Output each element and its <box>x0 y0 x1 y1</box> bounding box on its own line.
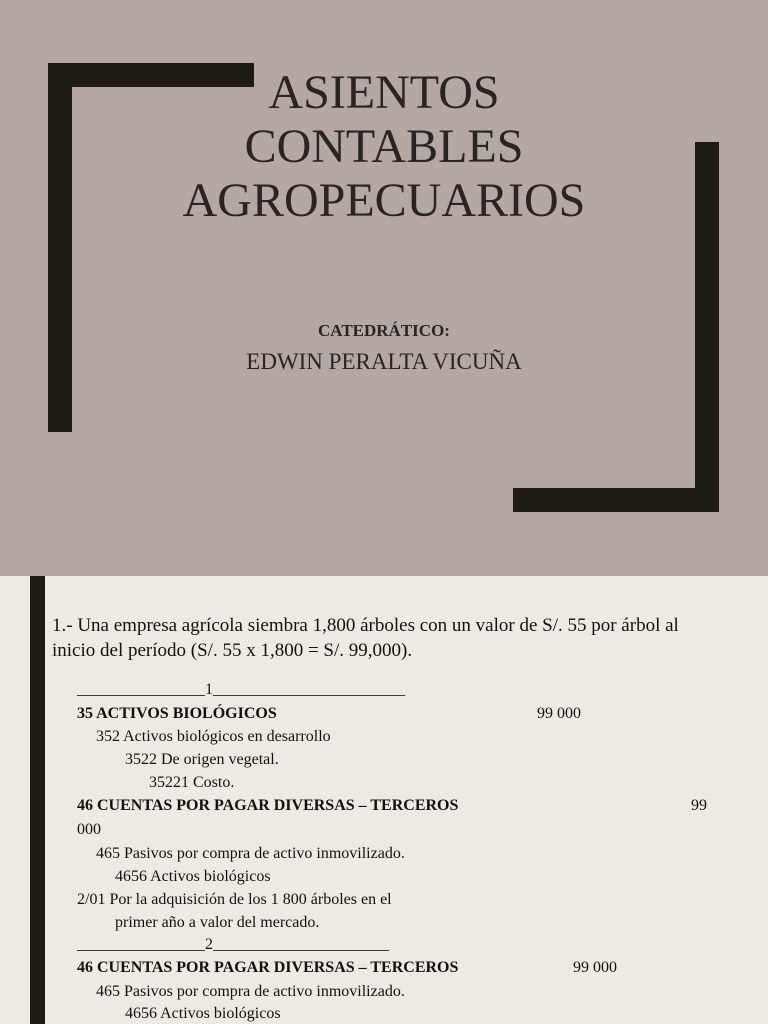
entry1-credit-account: 46 CUENTAS POR PAGAR DIVERSAS – TERCEROS <box>77 797 459 814</box>
title-line-3: AGROPECUARIOS <box>182 174 586 227</box>
entry2-subaccount-465: 465 Pasivos por compra de activo inmovilizado. <box>96 983 405 1000</box>
entry1-gloss-line2: primer año a valor del mercado. <box>115 914 320 931</box>
entry1-debit-account: 35 ACTIVOS BIOLÓGICOS <box>77 705 277 722</box>
entry2-debit-account: 46 CUENTAS POR PAGAR DIVERSAS – TERCEROS <box>77 959 459 976</box>
entry1-separator: ________________1________________________ <box>77 681 405 698</box>
title-line-2: CONTABLES <box>244 120 524 173</box>
exercise-statement: 1.- Una empresa agrícola siembra 1,800 árboles con un valor de S/. 55 por árbol al inicio del período (S/. 55 x 1,800 = S/. 99,000). <box>52 615 679 661</box>
entry1-credit-amount-part2: 000 <box>77 821 101 838</box>
entry1-subaccount-3522: 3522 De origen vegetal. <box>125 751 279 768</box>
slide-accent-bar <box>30 576 45 1024</box>
entry1-credit-subaccount-465: 465 Pasivos por compra de activo inmovilizado. <box>96 845 405 862</box>
entry2-separator: ________________2______________________ <box>77 936 389 953</box>
entry2-debit-amount: 99 000 <box>573 959 617 976</box>
entry1-credit-amount-part1: 99 <box>691 797 707 814</box>
entry1-debit-amount: 99 000 <box>537 705 581 722</box>
entry2-subaccount-4656: 4656 Activos biológicos <box>125 1005 281 1022</box>
bracket-bottom-right-horizontal <box>513 488 719 512</box>
entry1-subaccount-352: 352 Activos biológicos en desarrollo <box>96 728 331 745</box>
entry1-credit-subaccount-4656: 4656 Activos biológicos <box>115 868 271 885</box>
exercise-slide <box>0 576 768 1024</box>
lecturer-label: CATEDRÁTICO: <box>318 321 450 340</box>
entry1-subaccount-35221: 35221 Costo. <box>149 774 235 791</box>
presentation-title <box>0 66 768 228</box>
lecturer-name: EDWIN PERALTA VICUÑA <box>246 349 522 374</box>
title-line-1: ASIENTOS <box>268 66 500 119</box>
entry1-gloss-line1: 2/01 Por la adquisición de los 1 800 árboles en el <box>77 891 392 908</box>
